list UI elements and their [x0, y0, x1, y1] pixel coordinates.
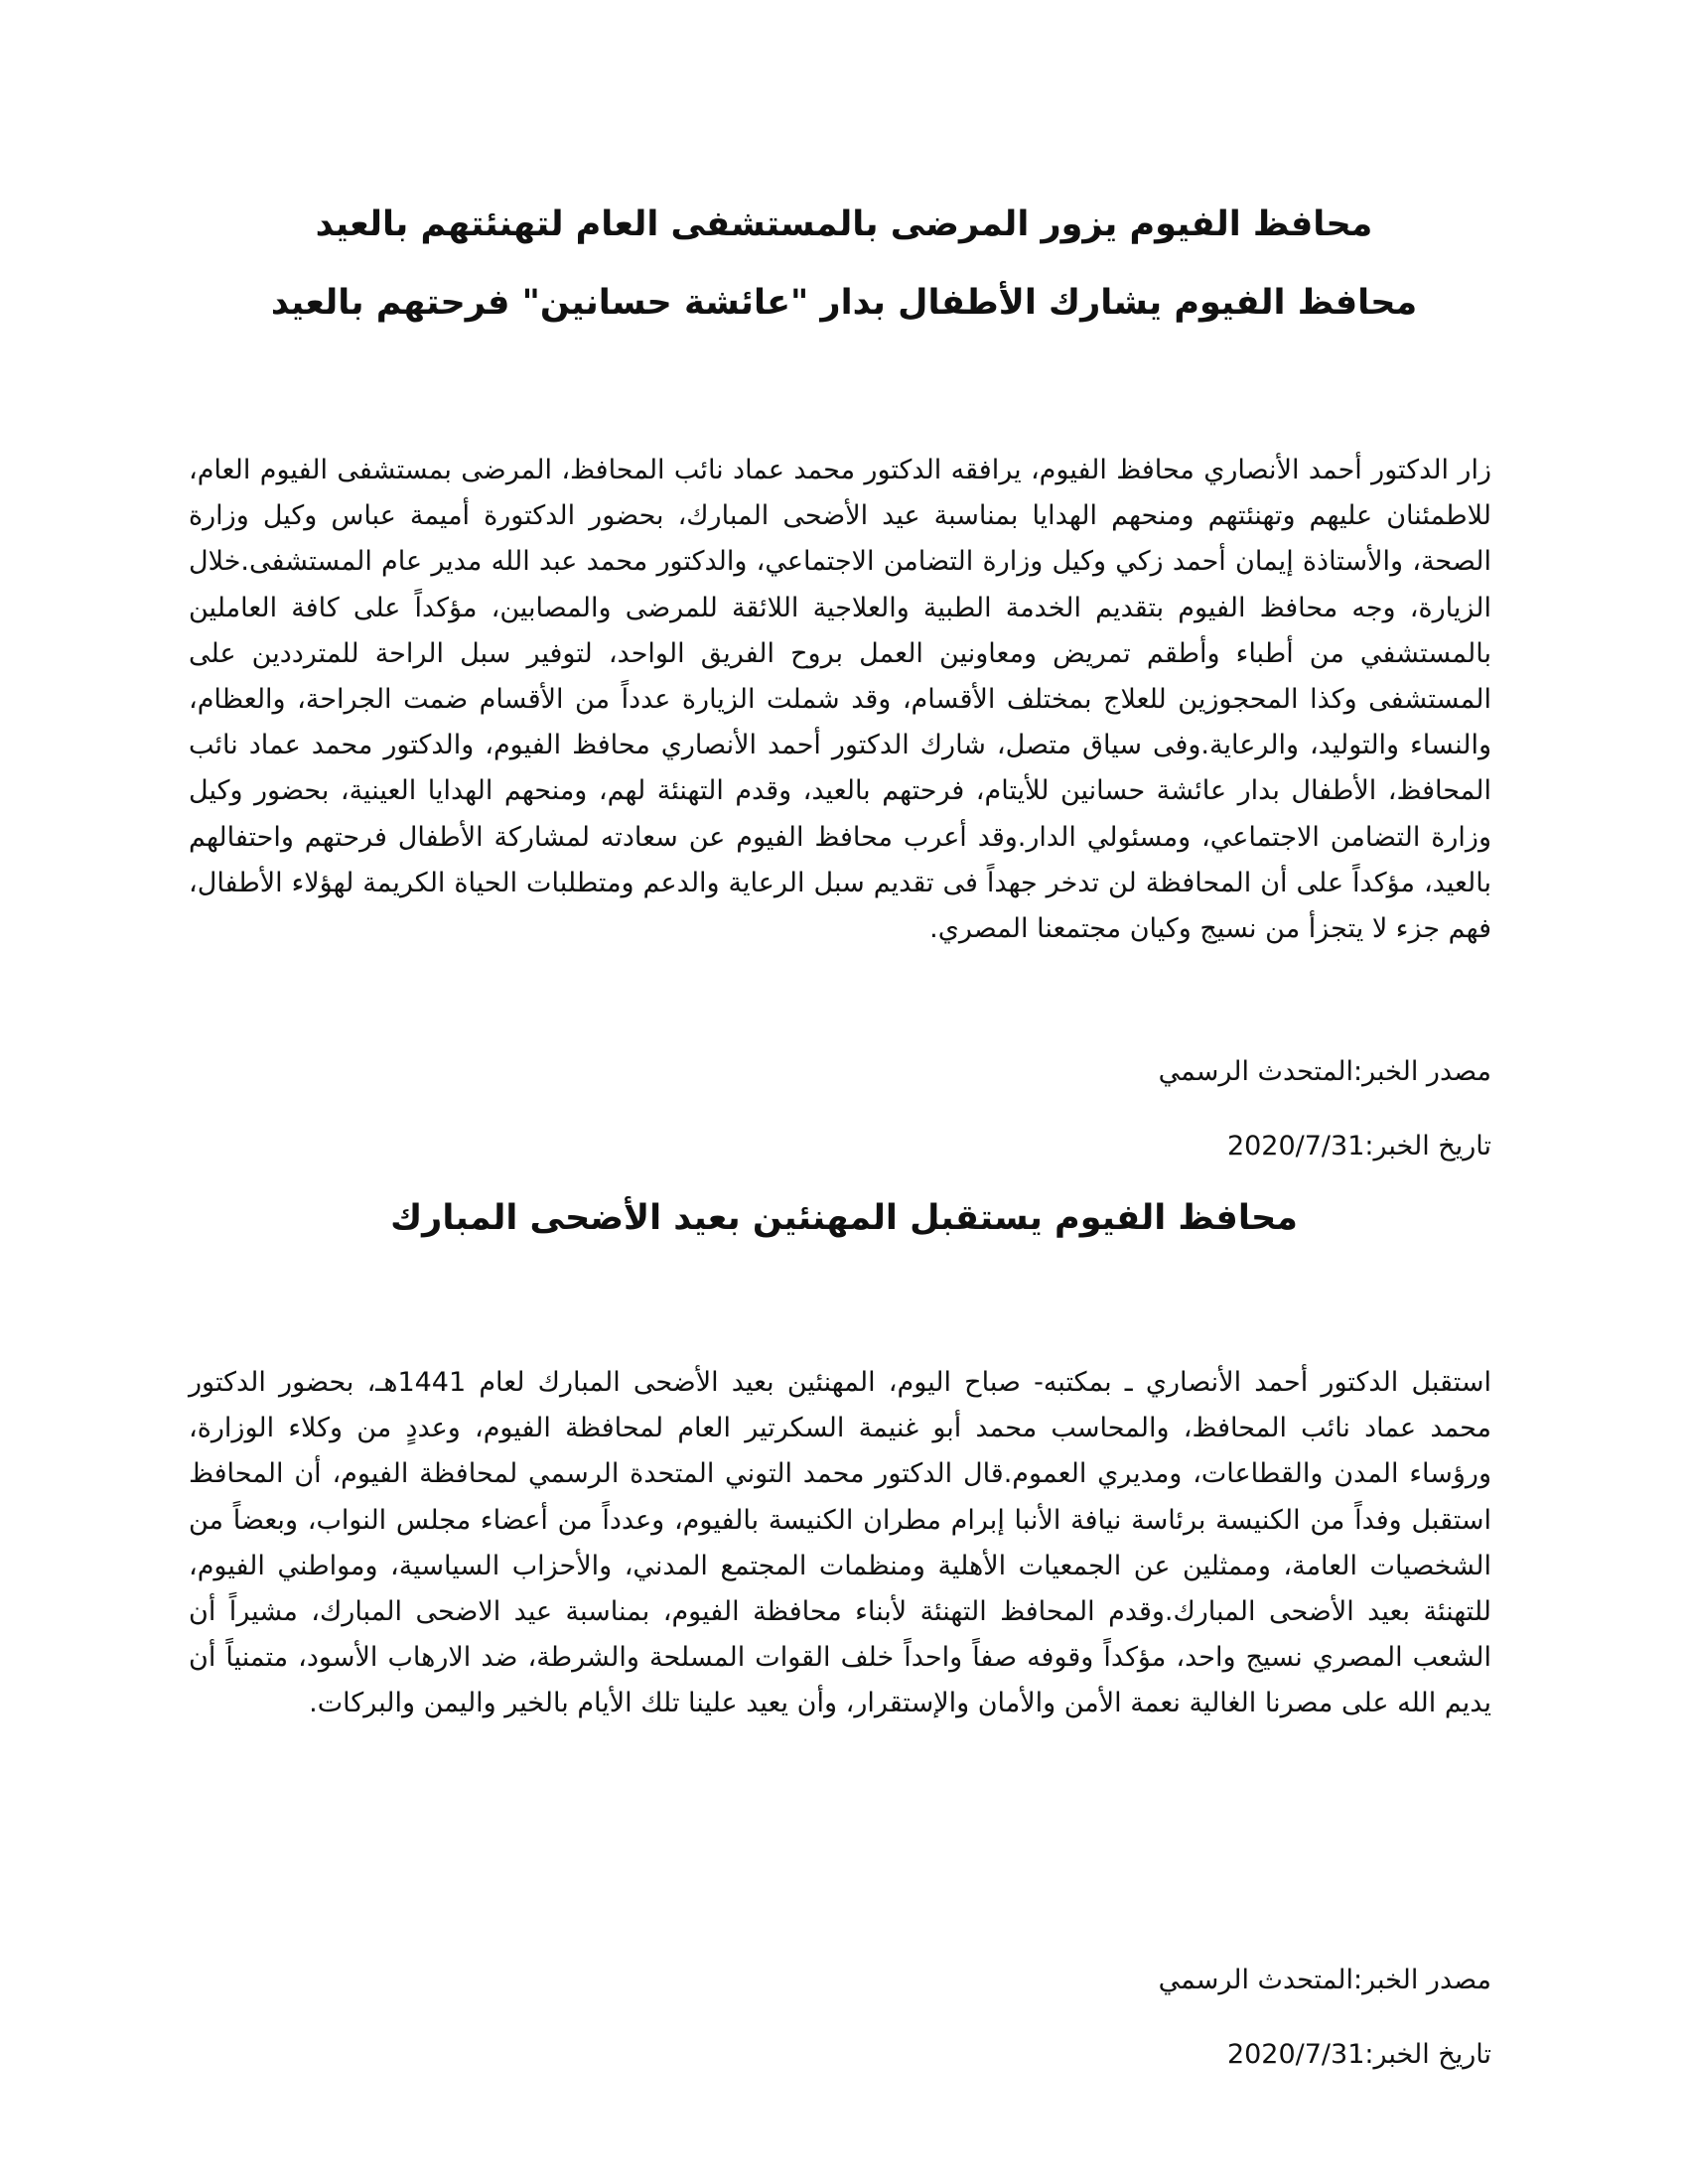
article2-date-line: [1227, 2035, 1491, 2075]
article2-date-value: 2020/7/31: [1226, 2039, 1365, 2070]
article2-body: استقبل الدكتور أحمد الأنصاري ـ بمكتبه- صباح اليوم، المهنئين بعيد الأضحى المبارك لعام 1441هـ، بحضور الدكتور محمد عماد نائب المحافظ، والمحاسب محمد أبو غنيمة السكرتير العام لمحافظة الفيوم، وعددٍ من وكلاء الوزارة، ورؤساء المدن والقطاعات، ومديري العموم.قال الدكتور محمد التوني المتحدة الرسمي لمحافظة الفيوم، أن المحافظ استقبل وفداً من الكنيسة برئاسة نيافة الأنبا إبرام مطران الكنيسة بالفيوم، وعدداً من أعضاء مجلس النواب، وبعضاً من الشخصيات العامة، وممثلين عن الجمعيات الأهلية ومنظمات المجتمع المدني، والأحزاب السياسية، ومواطني الفيوم، للتهنئة بعيد الأضحى المبارك.وقدم المحافظ التهنئة لأبناء محافظة الفيوم، بمناسبة عيد الاضحى المبارك، مشيراً أن الشعب المصري نسيج واحد، مؤكداً وقوفه صفاً واحداً خلف القوات المسلحة والشرطة، ضد الارهاب الأسود، متمنياً أن يديم الله على مصرنا الغالية نعمة الأمن والأمان والإستقرار، وأن يعيد علينا تلك الأيام بالخير واليمن والبركات.: [189, 1367, 1491, 1719]
article1-source-label: مصدر الخبر:: [1353, 1056, 1491, 1087]
article2-source-label: مصدر الخبر:: [1353, 1965, 1491, 1995]
article2-headline: محافظ الفيوم يستقبل المهنئين بعيد الأضحى المبارك: [390, 1198, 1298, 1238]
article2-source-line: [1159, 1961, 1491, 2000]
article1-headline-2: محافظ الفيوم يشارك الأطفال بدار "عائشة حسانين" فرحتهم بالعيد: [270, 283, 1418, 323]
article1-date-value: 2020/7/31: [1226, 1131, 1365, 1161]
article1-body: زار الدكتور أحمد الأنصاري محافظ الفيوم، يرافقه الدكتور محمد عماد نائب المحافظ، المرضى بمستشفى الفيوم العام، للاطمئنان عليهم وتهنئتهم ومنحهم الهدايا بمناسبة عيد الأضحى المبارك، بحضور الدكتورة أميمة عباس وكيل وزارة الصحة، والأستاذة إيمان أحمد زكي وكيل وزارة التضامن الاجتماعي، والدكتور محمد عبد الله مدير عام المستشفى.خلال الزيارة، وجه محافظ الفيوم بتقديم الخدمة الطبية والعلاجية اللائقة للمرضى والمصابين، مؤكداً على كافة العاملين بالمستشفي من أطباء وأطقم تمريض ومعاونين العمل بروح الفريق الواحد، لتوفير سبل الراحة للمترددين على المستشفى وكذا المحجوزين للعلاج بمختلف الأقسام، وقد شملت الزيارة عدداً من الأقسام ضمت الجراحة، والعظام، والنساء والتوليد، والرعاية.وفى سياق متصل، شارك الدكتور أحمد الأنصاري محافظ الفيوم، والدكتور محمد عماد نائب المحافظ، الأطفال بدار عائشة حسانين للأيتام، فرحتهم بالعيد، وقدم التهنئة لهم، ومنحهم الهدايا العينية، بحضور وكيل وزارة التضامن الاجتماعي، ومسئولي الدار.وقد أعرب محافظ الفيوم عن سعادته لمشاركة الأطفال فرحتهم واحتفالهم بالعيد، مؤكداً على أن المحافظة لن تدخر جهداً فى تقديم سبل الرعاية والدعم ومتطلبات الحياة الكريمة لهؤلاء الأطفال، فهم جزء لا يتجزأ من نسيج وكيان مجتمعنا المصري.: [189, 455, 1491, 945]
article1-source-line: [1159, 1052, 1491, 1092]
article1-source-value: المتحدث الرسمي: [1158, 1056, 1354, 1087]
article1-date-line: [1227, 1127, 1491, 1166]
article1-date-label: تاريخ الخبر:: [1364, 1131, 1491, 1161]
article2-source-value: المتحدث الرسمي: [1158, 1965, 1354, 1995]
article2-date-label: تاريخ الخبر:: [1364, 2039, 1491, 2070]
article1-headline-1: محافظ الفيوم يزور المرضى بالمستشفى العام لتهنئتهم بالعيد: [315, 205, 1373, 244]
